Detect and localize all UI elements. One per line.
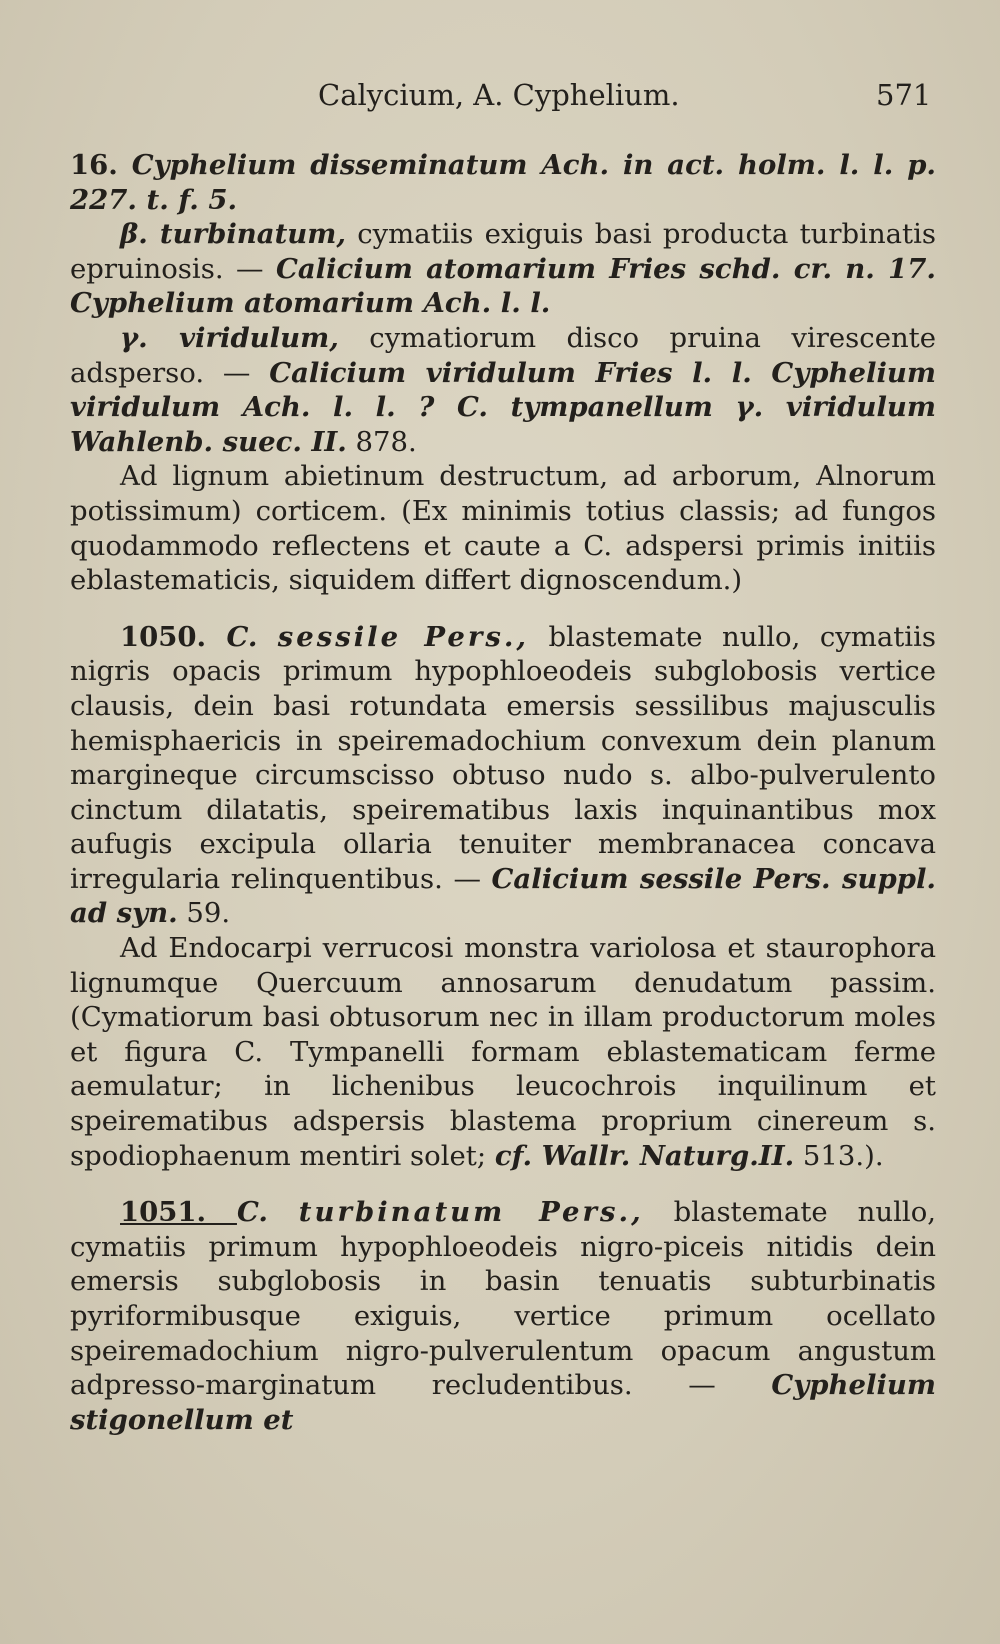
entry-paragraph	[70, 148, 936, 217]
entry-paragraph	[70, 620, 936, 931]
entry-subparagraph	[70, 217, 936, 321]
text-run: blastemate nullo, cymatiis nigris opacis primum hypophloeodeis subglobosis vertice clausis, dein basi rotundata emersis sessilibus majusculis hemisphaericis in speiremadochium convexum dein planum margineque circumscisso obtuso nudo s. albo-pulverulento cinctum dilatatis, speirematibus laxis inquinantibus mox aufugis excipula ollaria tenuiter membranacea concava irregularia relinquentibus. —	[70, 620, 937, 895]
text-run: Calicium viridulum Fries l. l. Cyphelium viridulum Ach. l. l. ? C. tympanellum γ. viridulum Wahlenb. suec. II.	[70, 356, 937, 458]
text-run: turbinatum Pers.,	[298, 1196, 644, 1229]
text-run: sessile Pers.,	[277, 620, 529, 653]
text-run: blastemate nullo, cymatiis primum hypophloeodeis nigro-piceis nitidis dein emersis subglobosis in basin tenuatis subturbinatis pyriformibusque exiguis, vertice primum ocellato speiremadochium nigro-pulverulentum opacum angustum adpresso-marginatum recludentibus. —	[70, 1196, 936, 1402]
text-run: cymatiorum disco pruina virescente adsperso. —	[70, 321, 937, 389]
text-run: cf. Wallr. Naturg.II.	[494, 1139, 795, 1172]
entry-subparagraph	[70, 321, 936, 459]
text-run: Cyphelium stigonellum et	[70, 1369, 936, 1436]
body-text	[70, 148, 936, 1437]
text-run: C.	[236, 1196, 299, 1229]
text-run: 16.	[70, 149, 132, 181]
text-run: γ. viridulum,	[120, 321, 339, 354]
page-number: 571	[876, 78, 932, 112]
text-run: 1051.	[120, 1196, 237, 1229]
text-run: 513.).	[794, 1139, 884, 1172]
text-run: Calicium atomarium Fries schd. cr. n. 17. Cyphelium atomarium Ach. l. l.	[70, 252, 936, 320]
running-title: Calycium, A. Cyphelium.	[318, 78, 680, 112]
text-run: β. turbinatum,	[120, 218, 346, 251]
text-run: Cyphelium disseminatum Ach. in act. holm. l. l. p. 227. t. f. 5.	[70, 149, 936, 216]
running-header	[0, 78, 1000, 118]
text-run: 878.	[346, 425, 417, 458]
text-run: cymatiis exiguis basi producta turbinatis epruinosis. —	[70, 218, 937, 285]
text-run: Calicium sessile Pers. suppl. ad syn.	[70, 862, 936, 930]
text-run: 1050.	[120, 620, 227, 653]
text-run: Ad Endocarpi verrucosi monstra variolosa et staurophora lignumque Quercuum annosarum denudatum passim. (Cymatiorum basi obtusorum nec in illam productorum moles et figura C. Tympanelli formam eblastematicam ferme aemulatur; in lichenibus leucochrois inquilinum et speirematibus adspersis blastema proprium cinereum s. spodiophaenum mentiri solet;	[70, 932, 936, 1172]
text-run: C.	[226, 620, 278, 653]
text-run: 59.	[177, 897, 231, 930]
entry-paragraph	[70, 1195, 936, 1437]
entry-subparagraph	[70, 931, 936, 1173]
text-run: Ad lignum abietinum destructum, ad arborum, Alnorum potissimum) corticem. (Ex minimis totius classis; ad fungos quodammodo reflectens et caute a C. adspersi primis initiis eblastematicis, siquidem differt dignoscendum.)	[70, 460, 936, 597]
entry-subparagraph	[70, 459, 936, 597]
